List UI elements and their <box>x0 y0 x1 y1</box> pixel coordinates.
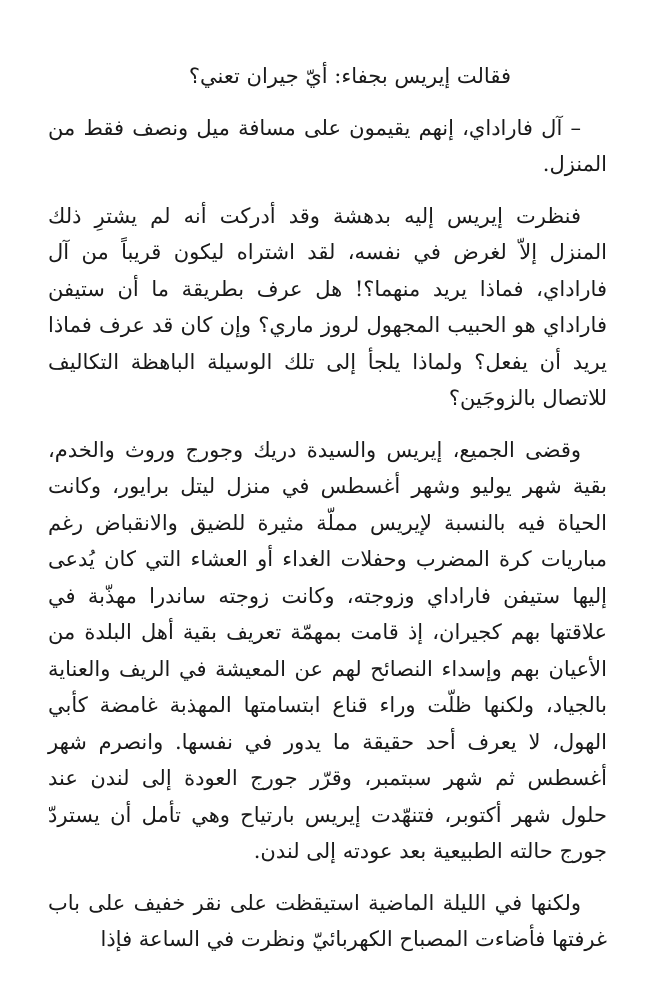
paragraph-night-knock: ولكنها في الليلة الماضية استيقظت على نقر خفيف على باب غرفتها فأضاءت المصباح الكهربائيّ ونظرت في الساعة فإذا <box>48 890 607 951</box>
paragraph-faraday-neighbors: – آل فاراداي، إنهم يقيمون على مسافة ميل ونصف فقط من المنزل. <box>48 115 607 176</box>
paragraph-summer-at-little-priors: وقضى الجميع، إيريس والسيدة دريك وجورج وروث والخدم، بقية شهر يوليو وشهر أغسطس في منزل ليتل برايور، وكانت الحياة فيه بالنسبة لإيريس مملّة مثيرة للضيق والانقباض رغم مباريات كرة المضرب وحفلات الغداء أو العشاء التي كان يُدعى إليها ستيفن فاراداي وزوجته، وكانت زوجته ساندرا مهذّبة في علاقتها بهم كجيران، إذ قامت بمهمّة تعريف بقية أهل البلدة من الأعيان بهم وإسداء النصائح لهم عن المعيشة في الريف والعناية بالجياد، ولكنها ظلّت وراء قناع ابتسامتها المهذبة غامضة كأبي الهول، لا يعرف أحد حقيقة ما يدور في نفسها. وانصرم شهر أغسطس ثم شهر سبتمبر، وقرّر جورج العودة إلى لندن عند حلول شهر أكتوبر، فتنهّدت إيريس بارتياح وهي تأمل أن يستردّ جورج حالته الطبيعية بعد عودته إلى لندن. <box>48 437 607 863</box>
paragraph-iris-surprise: فنظرت إيريس إليه بدهشة وقد أدركت أنه لم يشترِ ذلك المنزل إلاّ لغرض في نفسه، لقد اشتراه ليكون قريباً من آل فاراداي، فماذا يريد منهما؟! هل عرف بطريقة ما أن ستيفن فاراداي هو الحبيب المجهول لروز ماري؟ وإن كان قد عرف فماذا يريد أن يفعل؟ ولماذا يلجأ إلى تلك الوسيلة الباهظة التكاليف للاتصال بالزوجَين؟ <box>48 203 607 410</box>
paragraph-iris-reply: فقالت إيريس بجفاء: أيّ جيران تعني؟ <box>188 64 511 88</box>
